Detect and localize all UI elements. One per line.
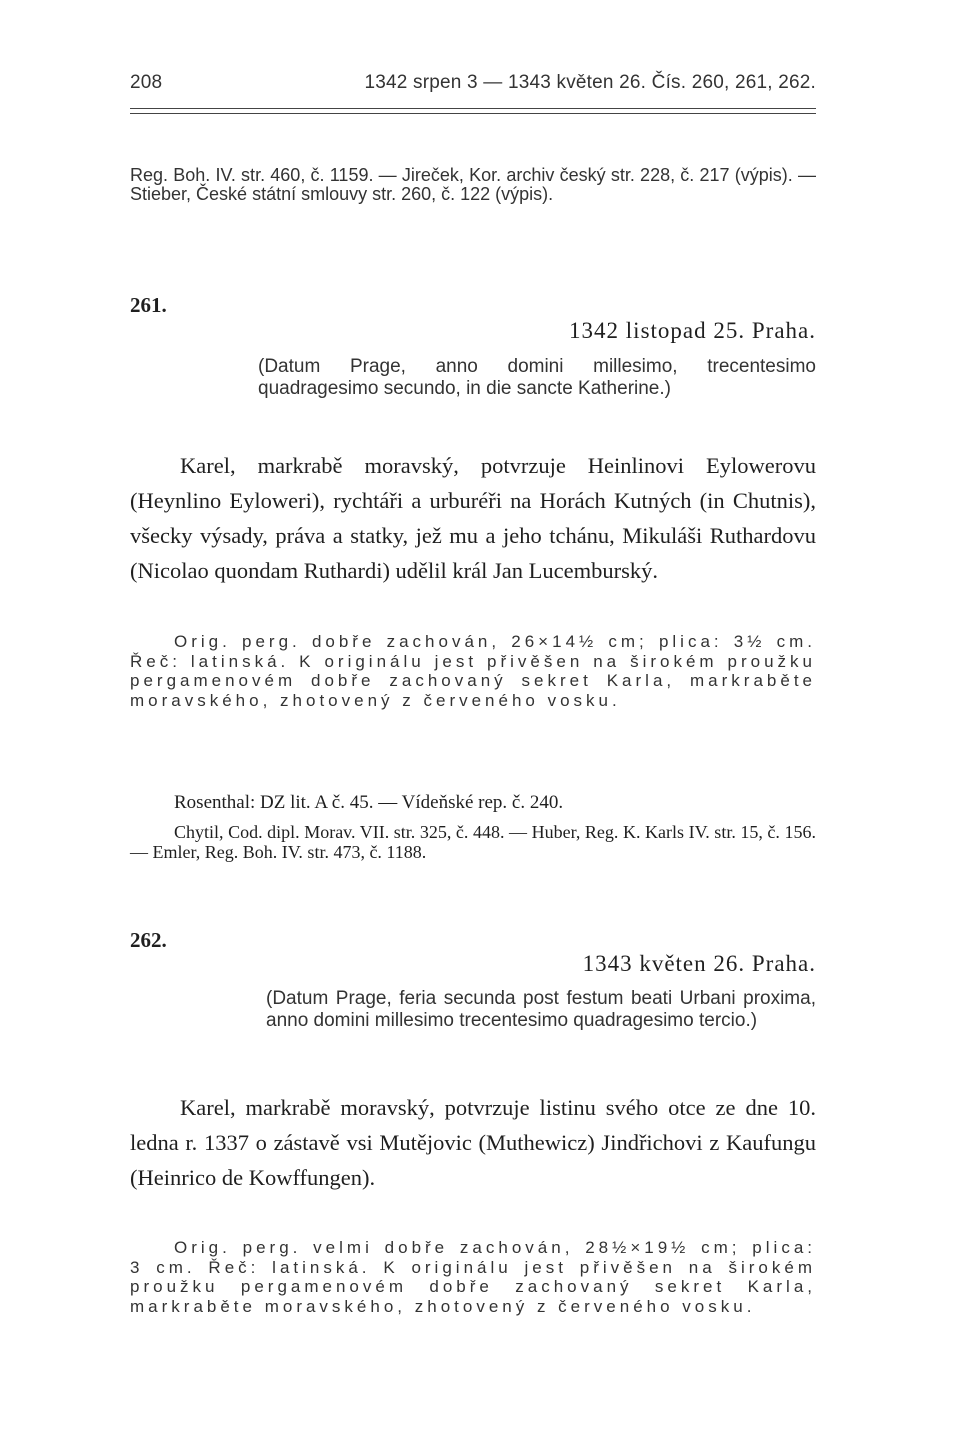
header-double-rule — [130, 108, 816, 118]
entry-description: Karel, markrabě moravský, potvrzuje listinu svého otce ze dne 10. ledna r. 1337 o zástavě vsi Mutějovic (Muthewicz) Jindřichovi z Kaufungu (Heinrico de Kowffungen). — [130, 1095, 816, 1190]
entry-source: Rosenthal: DZ lit. A č. 45. — Vídeňské rep. č. 240. — [174, 792, 564, 813]
entry-number: 261. — [130, 293, 167, 317]
entry-description: Karel, markrabě moravský, potvrzuje Heinlinovi Eylowerovu (Heynlino Eyloweri), rychtáři a urburéři na Horách Kutných (in Chutnis), všecky výsady, práva a statky, jež mu a jeho tchánu, Mikuláši Ruthardovu (Nicolao quondam Ruthardi) udělil král Jan Lucemburský. — [130, 453, 816, 583]
previous-entry-references: Reg. Boh. IV. str. 460, č. 1159. — Jireček, Kor. archiv český str. 228, č. 217 (výpis). — Stieber, České státní smlouvy str. 260, č. 122 (výpis). — [130, 165, 816, 204]
entry-dateline: 1343 květen 26. Praha. — [582, 951, 816, 976]
entry-datum: (Datum Prage, feria secunda post festum beati Urbani proxima, anno domini millesimo trecentesimo quadragesimo tercio.) — [266, 988, 816, 1031]
page-number: 208 — [130, 72, 163, 93]
entry-literature: Chytil, Cod. dipl. Morav. VII. str. 325, č. 448. — Huber, Reg. K. Karls IV. str. 15, č. 156. — Emler, Reg. Boh. IV. str. 473, č. 1188. — [130, 822, 816, 862]
entry-datum: (Datum Prage, anno domini millesimo, trecentesimo quadragesimo secundo, in die sancte Katherine.) — [258, 356, 816, 399]
entry-dateline: 1342 listopad 25. Praha. — [569, 318, 816, 343]
running-title: 1342 srpen 3 — 1343 květen 26. Čís. 260, 261, 262. — [364, 72, 816, 93]
entry-number: 262. — [130, 928, 167, 952]
running-header — [130, 72, 816, 94]
entry-original-note: Orig. perg. velmi dobře zachován, 28½×19½ cm; plica: 3 cm. Řeč: latinská. K originálu jest přivěšen na širokém proužku pergamenovém dobře zachovaný sekret Karla, markraběte moravského, zhotovený z červeného vosku. — [130, 1238, 816, 1316]
entry-original-note: Orig. perg. dobře zachován, 26×14½ cm; plica: 3½ cm. Řeč: latinská. K originálu jest přivěšen na širokém proužku pergamenovém dobře zachovaný sekret Karla, markraběte moravského, zhotovený z červeného vosku. — [130, 632, 816, 710]
